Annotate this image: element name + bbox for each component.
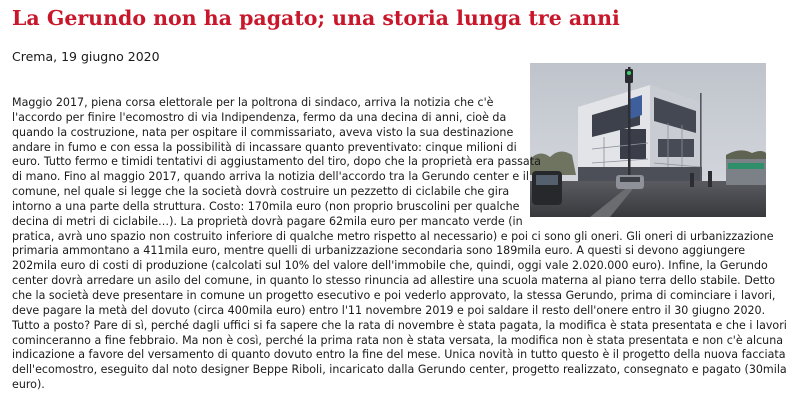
article-body xyxy=(12,96,788,404)
photo-float-spacer xyxy=(542,96,788,218)
article-paragraph: Maggio 2017, piena corsa elettorale per la poltrona di sindaco, arriva la notizia che c'è l'accordo per finire l'ecomostro di via Indipendenza, fermo da una decina di anni, cioè da quando la costruzione, nata per ospitare il commissariato, aveva visto la sua destinazione andare in fumo e con essa la possibilità di incassare quanto preventivato: cinque milioni di euro. Tutto fermo e timidi tentativi di aggiustamento del tiro, dopo che la proprietà era passata di mano. Fino al maggio 2017, quando arriva la notizia dell'accordo tra la Gerundo center e il comune, nel quale si legge che la società dovrà costruire un pezzetto di ciclabile che gira intorno a una parte della struttura. Costo: 170mila euro (non proprio bruscolini per qualche decina di metri di ciclabile…). La proprietà dovrà pagare 62mila euro per mancato verde (in pratica, avrà uno spazio non costruito inferiore di qualche metro rispetto al necessario) e poi ci sono gli oneri. Gli oneri di urbanizzazione primaria ammontano a 411mila euro, mentre quelli di urbanizzazione secondaria sono 189mila euro. A questi si devono aggiungere 202mila euro di costi di produzione (calcolati sul 10% del valore dell'immobile che, quindi, oggi vale 2.020.000 euro). Infine, la Gerundo center dovrà arredare un asilo del comune, in quanto lo stesso rinuncia ad allestire una scuola materna al piano terra dello stabile. Detto che la società deve presentare in comune un progetto esecutivo e poi vederlo approvato, la stessa Gerundo, prima di cominciare i lavori, deve pagare la metà del dovuto (circa 400mila euro) entro l'11 novembre 2019 e poi saldare il resto dell'onere entro il 30 giugno 2020. Tutto a posto? Pare di sì, perché dagli uffici si fa sapere che la rata di novembre è stata pagata, la modifica è stata presentata e che i lavori cominceranno a fine febbraio. Ma non è così, perché la prima rata non è stata versata, la modifica non è stata presentata e non c'è alcuna indicazione a favore del versamento di quanto dovuto entro la fine del mese. Unica novità in tutto questo è il progetto della nuova facciata dell'ecomostro, eseguito dal noto designer Beppe Riboli, incaricato dalla Gerundo center, progetto realizzato, consegnato e pagato (30mila euro). xyxy=(12,96,787,392)
article-headline: La Gerundo non ha pagato; una storia lunga tre anni xyxy=(12,6,620,30)
article-dateline: Crema, 19 giugno 2020 xyxy=(12,49,160,64)
